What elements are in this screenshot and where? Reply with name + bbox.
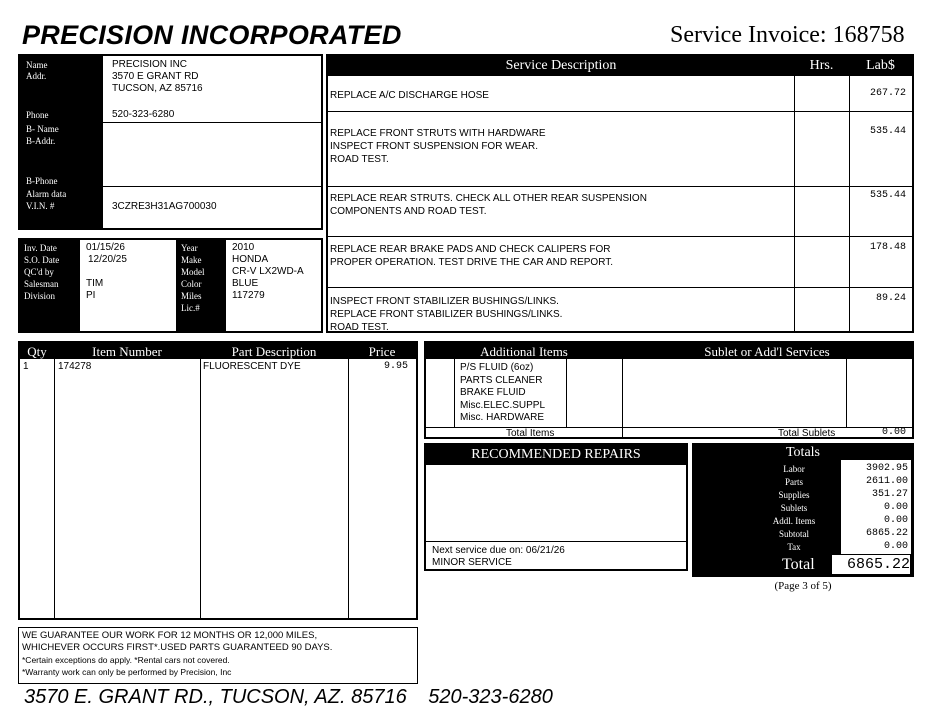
- recommended-header-bar: [426, 445, 686, 465]
- total-sublets-label: Total Sublets: [778, 428, 836, 439]
- grand-total-value: 6865.22: [832, 555, 910, 574]
- division: PI: [86, 290, 96, 301]
- label-vin: V.I.N. #: [26, 201, 55, 211]
- service-header: [328, 56, 912, 76]
- vehicle-color: BLUE: [232, 278, 259, 289]
- service-line-2: REPLACE FRONT STRUTS WITH HARDWARE INSPECT FRONT SUSPENSION FOR WEAR. ROAD TEST.: [330, 128, 546, 165]
- additional-items: [424, 341, 914, 439]
- footer-address: 3570 E. GRANT RD., TUCSON, AZ. 85716: [24, 686, 407, 708]
- company-name: PRECISION INCORPORATED: [22, 20, 402, 50]
- so-date: 12/20/25: [88, 254, 127, 265]
- sublet-header: Sublet or Add'l Services: [704, 344, 830, 359]
- part-qty: 1: [23, 361, 29, 372]
- customer-addr1: 3570 E GRANT RD: [112, 71, 199, 82]
- service-desc-header: Service Description: [505, 58, 617, 73]
- salesman: TIM: [86, 278, 104, 289]
- label-phone: Phone: [26, 110, 49, 120]
- additional-items-header: Additional Items: [480, 344, 568, 359]
- vehicle-year: 2010: [232, 242, 255, 253]
- service-amount-2: 535.44: [869, 126, 906, 137]
- customer-vin: 3CZRE3H31AG700030: [112, 201, 217, 212]
- label-inv-date: Inv. Date: [24, 243, 57, 253]
- customer-block: [18, 54, 323, 230]
- total-parts: 2611.00: [865, 476, 908, 487]
- label-addr: Addr.: [26, 71, 47, 81]
- label-so-date: S.O. Date: [24, 255, 60, 265]
- list-item: PARTS CLEANER: [460, 374, 543, 386]
- list-item: P/S FLUID (6oz): [460, 362, 534, 373]
- label-b-addr: B-Addr.: [26, 136, 56, 146]
- part-price: 9.95: [383, 361, 408, 372]
- list-item: Misc. HARDWARE: [460, 412, 545, 424]
- next-service: Next service due on: 06/21/26: [432, 545, 565, 556]
- label-b-name: B- Name: [26, 124, 59, 134]
- service-amount-5: 89.24: [875, 293, 906, 304]
- service-type: MINOR SERVICE: [432, 557, 512, 568]
- label-model: Model: [181, 267, 205, 277]
- label-year: Year: [181, 243, 198, 253]
- service-amount-4: 178.48: [869, 242, 906, 253]
- label-lic: Lic.#: [181, 303, 200, 313]
- guarantee-line-4: *Warranty work can only be performed by Precision, Inc: [22, 667, 232, 677]
- total-labor: 3902.95: [865, 463, 908, 474]
- service-line-3: REPLACE REAR STRUTS. CHECK ALL OTHER REAR SUSPENSION COMPONENTS AND ROAD TEST.: [330, 193, 647, 217]
- label-division: Division: [24, 291, 56, 301]
- label-alarm: Alarm data: [26, 189, 67, 199]
- service-line-4: REPLACE REAR BRAKE PADS AND CHECK CALIPERS FOR PROPER OPERATION. TEST DRIVE THE CAR AND REPORT.: [330, 244, 614, 268]
- additional-list: [460, 362, 545, 425]
- footer: [24, 686, 553, 709]
- guarantee-box: [18, 627, 418, 684]
- total-addl-items: 0.00: [883, 515, 908, 526]
- parts-price-header: Price: [368, 344, 396, 359]
- label-make: Make: [181, 255, 202, 265]
- label-b-phone: B-Phone: [26, 176, 58, 186]
- total-sublets: 0.00: [883, 502, 908, 513]
- parts-qty-header: Qty: [27, 344, 47, 359]
- part-item-number: 174278: [58, 361, 92, 372]
- totals-block: [692, 443, 914, 577]
- guarantee-line-2: WHICHEVER OCCURS FIRST*.USED PARTS GUARANTEED 90 DAYS.: [22, 642, 333, 653]
- inv-date: 01/15/26: [86, 242, 125, 253]
- service-hrs-header: Hrs.: [809, 58, 834, 73]
- additional-header: [426, 343, 912, 359]
- parts-desc-header: Part Description: [231, 344, 317, 359]
- footer-phone: 520-323-6280: [428, 686, 553, 708]
- service-table: [326, 54, 914, 333]
- recommended-header: RECOMMENDED REPAIRS: [471, 447, 641, 462]
- total-supplies: 351.27: [871, 489, 908, 500]
- totals-labels: Labor Parts Supplies Sublets Addl. Items Subtotal Tax: [772, 464, 816, 552]
- total-subtotal: 6865.22: [865, 528, 908, 539]
- service-lab-header: Lab$: [866, 58, 895, 73]
- total-items-label: Total Items: [506, 428, 555, 439]
- recommended-repairs: [424, 443, 688, 571]
- totals-values: [842, 462, 908, 553]
- list-item: Misc.ELEC.SUPPL: [460, 399, 546, 411]
- parts-header: [20, 343, 416, 359]
- invoice-number: 168758: [832, 22, 905, 48]
- invoice-label: Service Invoice:: [670, 22, 827, 48]
- service-line-5: INSPECT FRONT STABILIZER BUSHINGS/LINKS. REPLACE FRONT STABILIZER BUSHINGS/LINKS. ROAD TEST.: [330, 296, 563, 333]
- vehicle-block: [18, 238, 323, 333]
- parts-table: [18, 341, 418, 620]
- vehicle-miles: 117279: [232, 290, 265, 301]
- service-amount-1: 267.72: [869, 88, 906, 99]
- customer-name: PRECISION INC: [112, 59, 188, 70]
- parts-item-header: Item Number: [92, 344, 162, 359]
- label-qc: QC'd by: [24, 267, 54, 277]
- service-line-1: REPLACE A/C DISCHARGE HOSE: [330, 90, 489, 101]
- total-sublets-value: 0.00: [881, 427, 906, 438]
- service-amount-3: 535.44: [869, 190, 906, 201]
- label-miles: Miles: [181, 291, 202, 301]
- customer-addr2: TUCSON, AZ 85716: [112, 83, 203, 94]
- invoice-title: [670, 22, 905, 49]
- grand-total-label: Total: [782, 556, 815, 573]
- label-name: Name: [26, 60, 48, 70]
- guarantee-line-1: WE GUARANTEE OUR WORK FOR 12 MONTHS OR 12,000 MILES,: [22, 630, 318, 641]
- total-tax: 0.00: [883, 541, 908, 552]
- vehicle-model: CR-V LX2WD-A: [232, 266, 304, 277]
- list-item: BRAKE FLUID: [460, 387, 526, 399]
- vehicle-make: HONDA: [232, 254, 269, 265]
- guarantee-line-3: *Certain exceptions do apply. *Rental cars not covered.: [22, 655, 230, 665]
- customer-phone: 520-323-6280: [112, 109, 175, 120]
- label-color: Color: [181, 279, 202, 289]
- part-description: FLUORESCENT DYE: [203, 361, 301, 372]
- page-indicator: (Page 3 of 5): [774, 580, 832, 592]
- label-salesman: Salesman: [24, 279, 59, 289]
- totals-header: Totals: [785, 445, 820, 460]
